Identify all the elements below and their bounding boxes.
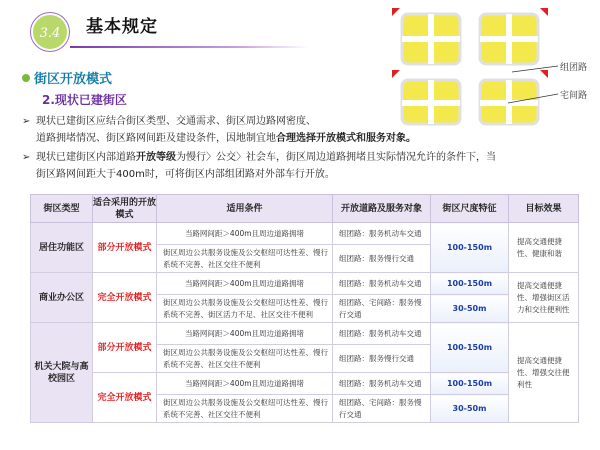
arrow-mid-right: [540, 70, 548, 78]
condition-cell: 当路网间距＞400m且周边道路拥堵: [157, 373, 333, 395]
scale-cell: 100-150m: [431, 373, 509, 395]
condition-cell: 当路网间距＞400m且周边道路拥堵: [157, 273, 333, 295]
col-header: 街区尺度特征: [431, 195, 509, 223]
mode-cell: 完全开放模式: [93, 273, 157, 323]
condition-cell: 街区周边公共服务设施及公交枢纽可达性差、慢行系统不完善、社区交往不便利: [157, 245, 333, 273]
col-header: 适合采用的开放模式: [93, 195, 157, 223]
col-header: 适用条件: [157, 195, 333, 223]
condition-cell: 当路网间距＞400m且周边道路拥堵: [157, 223, 333, 245]
arrow-top-right: [540, 8, 548, 16]
effect-cell: 提高交通便捷性、增强交往便利性: [509, 323, 579, 423]
scale-cell: 30-50m: [431, 395, 509, 423]
section-badge: [30, 12, 70, 52]
road-cell: 组团路：服务慢行交通: [333, 345, 431, 373]
scale-cell: 30-50m: [431, 295, 509, 323]
table-row: [31, 223, 579, 245]
chevron-right-icon: ➢: [22, 152, 31, 163]
scale-cell: 100-150m: [431, 273, 509, 295]
title-underline: [70, 46, 310, 48]
condition-cell: 街区周边公共服务设施及公交枢纽可达性差、慢行系统不完善、社区交往不便利: [157, 345, 333, 373]
block-left: [402, 14, 460, 64]
road-cell: 组团路、宅间路：服务慢行交通: [333, 395, 431, 423]
badge-number: 3.4: [39, 26, 61, 41]
scale-cell: 100-150m: [431, 323, 509, 373]
road-cell: 组团路：服务机动车交通: [333, 323, 431, 345]
effect-cell: 提高交通便捷性、健康和谐: [509, 223, 579, 273]
leader-group-road: [512, 66, 558, 72]
mode-cell: 部分开放模式: [93, 223, 157, 273]
table-row: [31, 273, 579, 295]
table-row: [31, 373, 579, 395]
bullet-dot-icon: [22, 74, 30, 82]
condition-cell: 街区周边公共服务设施及公交枢纽可达性差、慢行系统不完善、街区活力不足、社区交往不便利: [157, 295, 333, 323]
block-bottom-right: [480, 80, 538, 124]
road-cell: 组团路：服务机动车交通: [333, 223, 431, 245]
col-header: 目标效果: [509, 195, 579, 223]
col-header: 街区类型: [31, 195, 93, 223]
condition-cell: 街区周边公共服务设施及公交枢纽可达性差、慢行系统不完善、社区交往不便利: [157, 395, 333, 423]
arrow-top-left: [392, 8, 400, 16]
block-diagram: [388, 6, 600, 126]
section-heading: 街区开放模式: [22, 68, 112, 87]
mode-cell: 完全开放模式: [93, 373, 157, 423]
road-cell: 组团路：服务慢行交通: [333, 245, 431, 273]
chevron-right-icon: ➢: [22, 116, 31, 127]
mode-cell: 部分开放模式: [93, 323, 157, 373]
page-title: 基本规定: [86, 17, 158, 37]
col-header: 开放道路及服务对象: [333, 195, 431, 223]
scale-cell: 100-150m: [431, 223, 509, 273]
road-cell: 组团路：服务机动车交通: [333, 373, 431, 395]
table-row: [31, 323, 579, 345]
condition-cell: 当路网间距＞400m且周边道路拥堵: [157, 323, 333, 345]
block-right: [480, 14, 538, 64]
zone-cell: 居住功能区: [31, 223, 93, 273]
road-cell: 组团路、宅间路：服务慢行交通: [333, 295, 431, 323]
label-alley-road: 宅间路: [560, 91, 588, 101]
table-header-row: [31, 195, 579, 223]
effect-cell: 提高交通便捷性、增强街区活力和交往便利性: [509, 273, 579, 323]
road-cell: 组团路：服务机动车交通: [333, 273, 431, 295]
bullet-2: ➢ 现状已建街区内部道路开放等级为慢行〉公交〉社会车，街区周边道路拥堵且实际情况允许的条件下，当 街区路网间距大于400m时，可将街区内部组团路对外部车行开放。: [22, 149, 562, 183]
label-group-road: 组团路: [560, 63, 588, 73]
zone-cell: 商业办公区: [31, 273, 93, 323]
open-mode-table: [30, 194, 579, 423]
section-subheading: 2.现状已建街区: [42, 93, 127, 107]
bullet-1: ➢ 现状已建街区应结合街区类型、交通需求、街区周边路网密度、 道路拥堵情况、街区路网间距及建设条件，因地制宜地合理选择开放模式和服务对象。: [22, 113, 452, 147]
arrow-mid-left: [392, 70, 400, 78]
zone-cell: 机关大院与高校园区: [31, 323, 93, 423]
